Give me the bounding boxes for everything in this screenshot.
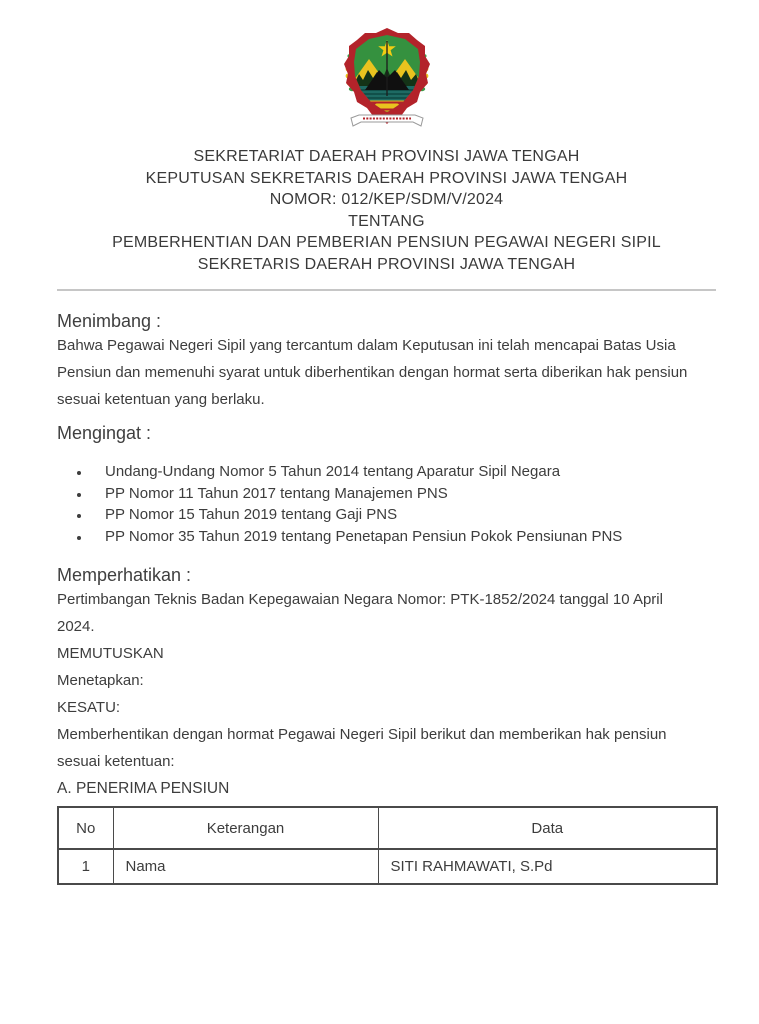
- mengingat-heading: Mengingat :: [57, 423, 152, 443]
- legal-reference-item: • PP Nomor 35 Tahun 2019 tentang Penetapan Pensiun Pokok Pensiunan PNS: [91, 526, 716, 548]
- pension-table-title: A. PENERIMA PENSIUN: [57, 780, 230, 797]
- kesatu-body: Memberhentikan dengan hormat Pegawai Negeri Sipil berikut dan memberikan hak pensiun sesuai ketentuan:: [57, 726, 667, 770]
- header-line-office: SEKRETARIS DAERAH PROVINSI JAWA TENGAH: [197, 255, 576, 273]
- cell-row-number: 1: [58, 849, 113, 884]
- legal-reference-item: • PP Nomor 11 Tahun 2017 tentang Manajemen PNS: [91, 483, 716, 505]
- table-header-row: [58, 807, 717, 849]
- menimbang-body: Bahwa Pegawai Negeri Sipil yang tercantum dalam Keputusan ini telah mencapai Batas Usia Pensiun dan memenuhi syarat untuk diberhentikan dengan hormat serta diberikan hak pensiun sesuai ketentuan yang berlaku.: [57, 337, 688, 408]
- memperhatikan-heading: Memperhatikan :: [57, 565, 192, 585]
- document-content: [57, 0, 716, 885]
- legal-reference-item: • Undang-Undang Nomor 5 Tahun 2014 tentang Aparatur Sipil Negara: [91, 461, 716, 483]
- menetapkan-label: Menetapkan:: [57, 672, 144, 689]
- memutuskan-label: MEMUTUSKAN: [57, 645, 164, 662]
- legal-reference-item: • PP Nomor 15 Tahun 2019 tentang Gaji PNS: [91, 504, 716, 526]
- menimbang-heading: Menimbang :: [57, 311, 162, 331]
- header-divider: [57, 289, 716, 291]
- header-line-number: NOMOR: 012/KEP/SDM/V/2024: [269, 191, 504, 208]
- table-row: [58, 849, 717, 884]
- header-line-subject: PEMBERHENTIAN DAN PEMBERIAN PENSIUN PEGAWAI NEGERI SIPIL: [112, 234, 661, 251]
- cell-keterangan: Nama: [113, 849, 378, 884]
- column-header-data: Data: [378, 807, 717, 849]
- column-header-keterangan: Keterangan: [113, 807, 378, 849]
- emblem-wrap: [57, 28, 716, 132]
- column-header-no: No: [58, 807, 113, 849]
- memperhatikan-body: Pertimbangan Teknis Badan Kepegawaian Negara Nomor: PTK-1852/2024 tanggal 10 April 2024.: [57, 591, 663, 635]
- cell-data: SITI RAHMAWATI, S.Pd: [378, 849, 717, 884]
- kesatu-label: KESATU:: [57, 699, 121, 716]
- document-header: [57, 146, 716, 275]
- header-line-institution: SEKRETARIAT DAERAH PROVINSI JAWA TENGAH: [193, 148, 580, 165]
- legal-references-list: [57, 461, 716, 547]
- header-line-tentang: TENTANG: [348, 212, 425, 230]
- central-java-emblem-icon: [341, 28, 433, 132]
- pension-recipient-table: [57, 806, 718, 885]
- header-line-decree: KEPUTUSAN SEKRETARIS DAERAH PROVINSI JAWA TENGAH: [145, 169, 628, 187]
